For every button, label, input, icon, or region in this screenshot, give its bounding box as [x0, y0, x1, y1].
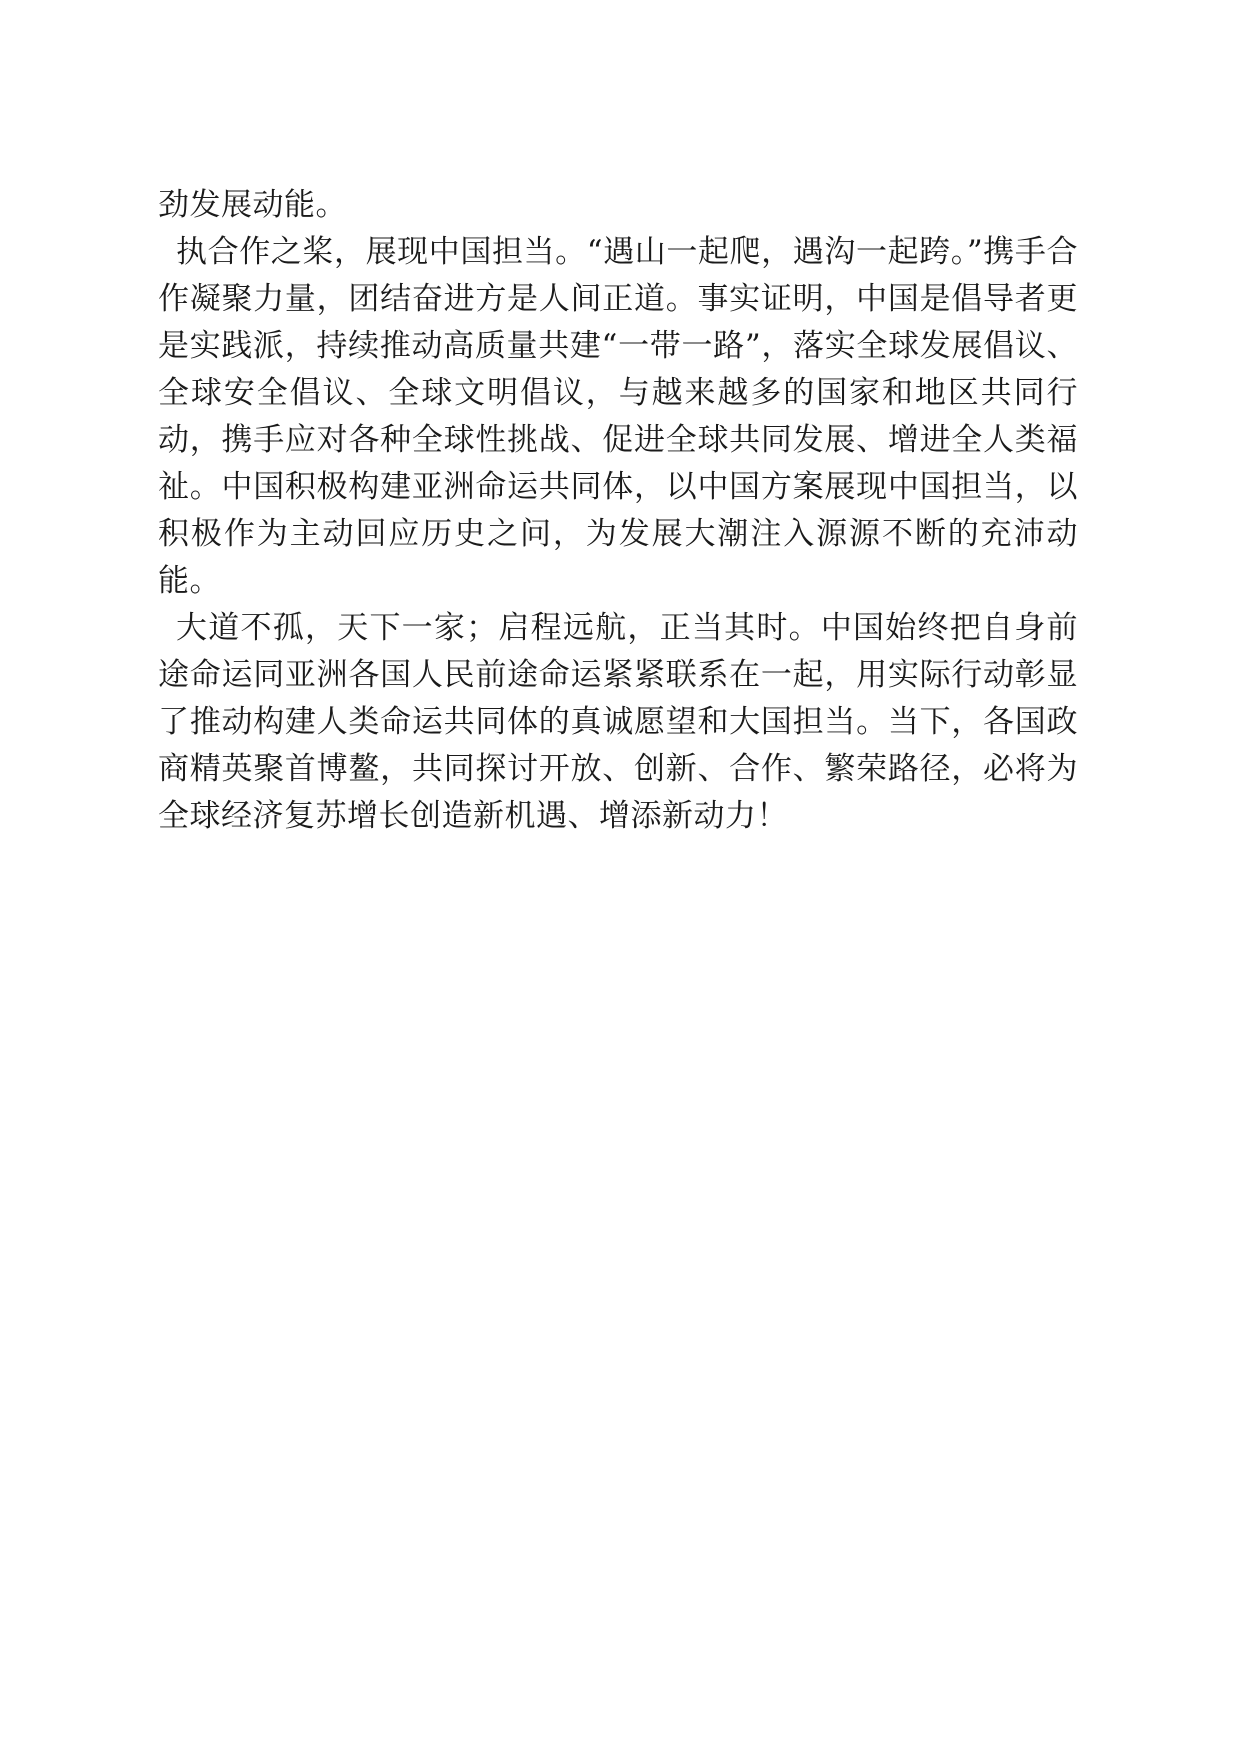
paragraph-2: 执合作之桨，展现中国担当。“遇山一起爬，遇沟一起跨。”携手合作凝聚力量，团结奋进方是人间正道。事实证明，中国是倡导者更是实践派，持续推动高质量共建“一带一路”，落实全球发展倡议、全球安全倡议、全球文明倡议，与越来越多的国家和地区共同行动，携手应对各种全球性挑战、促进全球共同发展、增进全人类福祉。中国积极构建亚洲命运共同体，以中国方案展现中国担当，以积极作为主动回应历史之问，为发展大潮注入源源不断的充沛动能。 [158, 234, 1078, 599]
paragraph-3: 大道不孤，天下一家；启程远航，正当其时。中国始终把自身前途命运同亚洲各国人民前途命运紧紧联系在一起，用实际行动彰显了推动构建人类命运共同体的真诚愿望和大国担当。当下，各国政商精英聚首博鳌，共同探讨开放、创新、合作、繁荣路径，必将为全球经济复苏增长创造新机遇、增添新动力！ [158, 610, 1078, 834]
document-body [158, 182, 1078, 840]
paragraph-1: 劲发展动能。 [158, 187, 347, 223]
